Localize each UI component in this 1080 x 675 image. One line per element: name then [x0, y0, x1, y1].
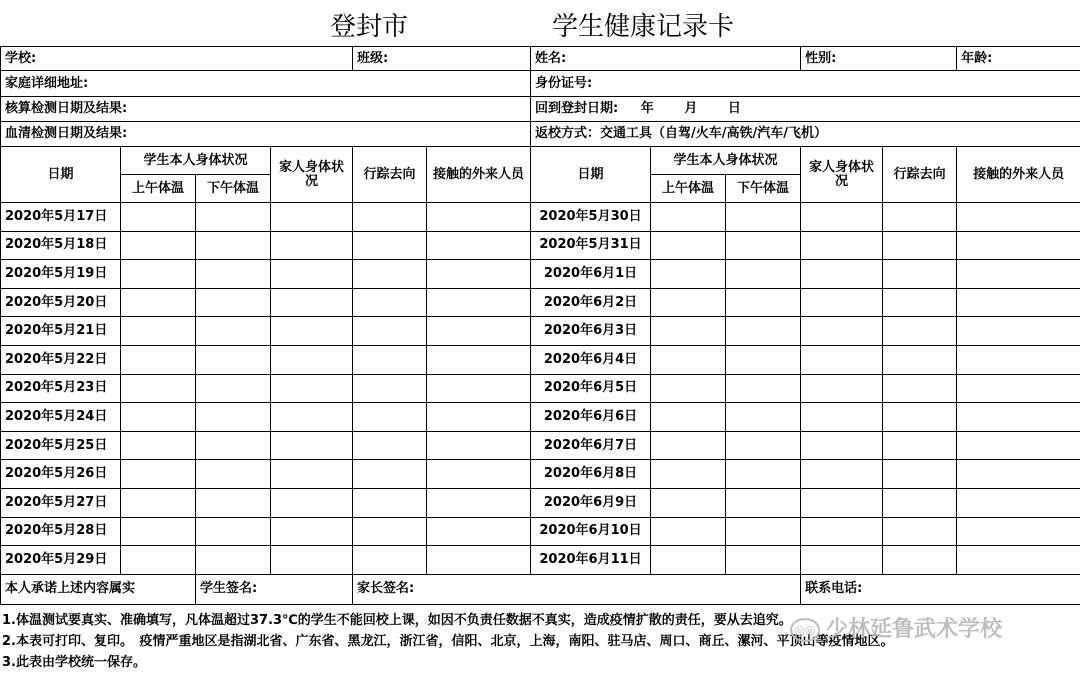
year-label: 年 — [640, 101, 654, 116]
whereabouts-cell[interactable] — [353, 317, 427, 346]
pledge-text: 本人承诺上述内容属实 — [1, 574, 196, 604]
am-temp-cell[interactable] — [121, 403, 196, 432]
am-temp-cell[interactable] — [651, 203, 726, 232]
date-cell-left: 2020年5月27日 — [1, 488, 121, 517]
table-row — [1, 517, 1080, 546]
am-temp-cell[interactable] — [121, 488, 196, 517]
whereabouts-cell[interactable] — [353, 231, 427, 260]
am-temp-cell[interactable] — [121, 203, 196, 232]
watermark — [790, 612, 1002, 643]
contacts-cell[interactable] — [957, 403, 1080, 432]
col-am-temp-right: 上午体温 — [651, 175, 726, 203]
date-cell-left: 2020年5月17日 — [1, 203, 121, 232]
col-contacts-right: 接触的外来人员 — [957, 147, 1080, 203]
class-field[interactable]: 班级: — [353, 47, 531, 71]
col-pm-temp-left: 下午体温 — [196, 175, 271, 203]
contacts-cell[interactable] — [957, 288, 1080, 317]
family-status-cell[interactable] — [271, 517, 353, 546]
pm-temp-cell[interactable] — [196, 431, 271, 460]
whereabouts-cell[interactable] — [353, 345, 427, 374]
col-am-temp-left: 上午体温 — [121, 175, 196, 203]
col-date-right: 日期 — [531, 147, 651, 203]
table-row — [1, 488, 1080, 517]
am-temp-cell[interactable] — [121, 431, 196, 460]
id-number-field[interactable]: 身份证号: — [531, 71, 1080, 97]
am-temp-cell[interactable] — [651, 345, 726, 374]
date-cell-right: 2020年6月8日 — [531, 460, 651, 489]
contacts-cell[interactable] — [427, 460, 531, 489]
date-cell-left: 2020年5月19日 — [1, 260, 121, 289]
pm-temp-cell[interactable] — [726, 374, 801, 403]
am-temp-cell[interactable] — [121, 546, 196, 575]
note-3: 3.此表由学校统一保存。 — [2, 655, 146, 670]
contacts-cell[interactable] — [957, 488, 1080, 517]
date-cell-left: 2020年5月20日 — [1, 288, 121, 317]
card-title: 学生健康记录卡 — [552, 12, 735, 42]
whereabouts-cell[interactable] — [883, 317, 957, 346]
pm-temp-cell[interactable] — [726, 431, 801, 460]
date-cell-left: 2020年5月28日 — [1, 517, 121, 546]
day-label: 日 — [727, 101, 741, 116]
contacts-cell[interactable] — [427, 546, 531, 575]
whereabouts-cell[interactable] — [883, 431, 957, 460]
whereabouts-cell[interactable] — [883, 260, 957, 289]
pm-temp-cell[interactable] — [196, 260, 271, 289]
table-row — [1, 260, 1080, 289]
contacts-cell[interactable] — [957, 546, 1080, 575]
col-whereabouts-right: 行踪去向 — [883, 147, 957, 203]
contacts-cell[interactable] — [957, 231, 1080, 260]
contacts-cell[interactable] — [427, 517, 531, 546]
contacts-cell[interactable] — [957, 517, 1080, 546]
contacts-cell[interactable] — [427, 288, 531, 317]
gender-field[interactable]: 性别: — [801, 47, 957, 71]
date-cell-left: 2020年5月23日 — [1, 374, 121, 403]
am-temp-cell[interactable] — [651, 431, 726, 460]
am-temp-cell[interactable] — [651, 460, 726, 489]
pm-temp-cell[interactable] — [726, 403, 801, 432]
am-temp-cell[interactable] — [121, 260, 196, 289]
pm-temp-cell[interactable] — [196, 203, 271, 232]
contacts-cell[interactable] — [427, 203, 531, 232]
date-cell-right: 2020年5月30日 — [531, 203, 651, 232]
date-cell-right: 2020年6月4日 — [531, 345, 651, 374]
am-temp-cell[interactable] — [121, 517, 196, 546]
name-field[interactable]: 姓名: — [531, 47, 801, 71]
wechat-icon: ◎◎ — [790, 618, 820, 642]
note-2: 2.本表可打印、复印。 疫情严重地区是指湖北省、广东省、黑龙江，浙江省，信阳、北京，上海，南阳、驻马店、周口、商丘、漯河、平顶山等疫情地区。 — [2, 634, 894, 649]
return-date-label: 回到登封日期: — [535, 101, 619, 116]
date-cell-right: 2020年5月31日 — [531, 231, 651, 260]
contacts-cell[interactable] — [427, 403, 531, 432]
pm-temp-cell[interactable] — [196, 231, 271, 260]
family-status-cell[interactable] — [271, 546, 353, 575]
page-header — [0, 0, 1080, 46]
pm-temp-cell[interactable] — [726, 546, 801, 575]
table-row — [1, 374, 1080, 403]
pm-temp-cell[interactable] — [196, 517, 271, 546]
date-rows — [1, 203, 1080, 575]
family-status-cell[interactable] — [271, 374, 353, 403]
am-temp-cell[interactable] — [121, 288, 196, 317]
whereabouts-cell[interactable] — [353, 488, 427, 517]
signature-row — [1, 574, 1080, 604]
family-status-cell[interactable] — [801, 345, 883, 374]
contacts-cell[interactable] — [427, 260, 531, 289]
am-temp-cell[interactable] — [651, 317, 726, 346]
family-status-cell[interactable] — [271, 488, 353, 517]
am-temp-cell[interactable] — [121, 317, 196, 346]
date-cell-right: 2020年6月11日 — [531, 546, 651, 575]
student-signature-field[interactable]: 学生签名: — [196, 574, 353, 604]
contacts-cell[interactable] — [427, 317, 531, 346]
whereabouts-cell[interactable] — [883, 546, 957, 575]
whereabouts-cell[interactable] — [883, 231, 957, 260]
pm-temp-cell[interactable] — [196, 460, 271, 489]
family-status-cell[interactable] — [271, 317, 353, 346]
contacts-cell[interactable] — [427, 488, 531, 517]
table-row — [1, 546, 1080, 575]
am-temp-cell[interactable] — [651, 517, 726, 546]
info-row-2 — [1, 71, 1080, 97]
pm-temp-cell[interactable] — [196, 488, 271, 517]
whereabouts-cell[interactable] — [883, 403, 957, 432]
family-status-cell[interactable] — [801, 431, 883, 460]
info-row-4 — [1, 122, 1080, 147]
table-row — [1, 460, 1080, 489]
whereabouts-cell[interactable] — [353, 460, 427, 489]
month-label: 月 — [684, 101, 698, 116]
column-header-row-1 — [1, 147, 1080, 175]
serum-test-field[interactable]: 血清检测日期及结果: — [1, 122, 531, 147]
date-cell-right: 2020年6月6日 — [531, 403, 651, 432]
am-temp-cell[interactable] — [651, 403, 726, 432]
family-status-cell[interactable] — [801, 403, 883, 432]
contacts-cell[interactable] — [957, 260, 1080, 289]
family-status-cell[interactable] — [801, 288, 883, 317]
whereabouts-cell[interactable] — [353, 403, 427, 432]
city-title: 登封市 — [330, 12, 409, 42]
date-cell-left: 2020年5月29日 — [1, 546, 121, 575]
pm-temp-cell[interactable] — [726, 203, 801, 232]
contacts-cell[interactable] — [957, 203, 1080, 232]
note-1: 1.体温测试要真实、准确填写，凡体温超过37.3℃的学生不能回校上课，如因不负责任数据不真实，造成疫情扩散的责任，要从去追究。 — [2, 613, 792, 628]
date-cell-right: 2020年6月3日 — [531, 317, 651, 346]
return-mode-field[interactable]: 返校方式：交通工具（自驾/火车/高铁/汽车/飞机） — [531, 122, 1080, 147]
family-status-cell[interactable] — [801, 517, 883, 546]
family-status-cell[interactable] — [801, 488, 883, 517]
date-cell-right: 2020年6月5日 — [531, 374, 651, 403]
date-cell-left: 2020年5月25日 — [1, 431, 121, 460]
table-row — [1, 288, 1080, 317]
whereabouts-cell[interactable] — [883, 288, 957, 317]
col-whereabouts-left: 行踪去向 — [353, 147, 427, 203]
school-field[interactable]: 学校: — [1, 47, 353, 71]
table-row — [1, 403, 1080, 432]
pm-temp-cell[interactable] — [726, 345, 801, 374]
family-status-cell[interactable] — [801, 546, 883, 575]
family-status-cell[interactable] — [271, 345, 353, 374]
table-row — [1, 203, 1080, 232]
table-row — [1, 431, 1080, 460]
col-family-status-left: 家人身体状况 — [271, 147, 353, 203]
info-row-3 — [1, 97, 1080, 122]
table-row — [1, 231, 1080, 260]
am-temp-cell[interactable] — [651, 488, 726, 517]
am-temp-cell[interactable] — [121, 345, 196, 374]
date-cell-right: 2020年6月7日 — [531, 431, 651, 460]
pm-temp-cell[interactable] — [726, 260, 801, 289]
am-temp-cell[interactable] — [651, 288, 726, 317]
whereabouts-cell[interactable] — [353, 374, 427, 403]
whereabouts-cell[interactable] — [353, 260, 427, 289]
whereabouts-cell[interactable] — [883, 203, 957, 232]
contacts-cell[interactable] — [957, 374, 1080, 403]
watermark-text: 少林延鲁武术学校 — [826, 617, 1003, 642]
pm-temp-cell[interactable] — [196, 288, 271, 317]
table-row — [1, 345, 1080, 374]
date-cell-left: 2020年5月21日 — [1, 317, 121, 346]
whereabouts-cell[interactable] — [353, 288, 427, 317]
nat-test-field[interactable]: 核算检测日期及结果: — [1, 97, 531, 122]
family-status-cell[interactable] — [271, 203, 353, 232]
whereabouts-cell[interactable] — [883, 488, 957, 517]
date-cell-left: 2020年5月24日 — [1, 403, 121, 432]
am-temp-cell[interactable] — [651, 260, 726, 289]
pm-temp-cell[interactable] — [196, 546, 271, 575]
whereabouts-cell[interactable] — [883, 460, 957, 489]
pm-temp-cell[interactable] — [726, 460, 801, 489]
family-status-cell[interactable] — [801, 460, 883, 489]
whereabouts-cell[interactable] — [353, 517, 427, 546]
am-temp-cell[interactable] — [651, 231, 726, 260]
health-record-table — [0, 46, 1080, 605]
whereabouts-cell[interactable] — [353, 546, 427, 575]
am-temp-cell[interactable] — [651, 374, 726, 403]
return-date-field[interactable] — [531, 97, 1080, 122]
phone-field[interactable]: 联系电话: — [801, 574, 1080, 604]
contacts-cell[interactable] — [427, 231, 531, 260]
parent-signature-field[interactable]: 家长签名: — [353, 574, 801, 604]
date-cell-right: 2020年6月9日 — [531, 488, 651, 517]
col-date-left: 日期 — [1, 147, 121, 203]
am-temp-cell[interactable] — [121, 231, 196, 260]
whereabouts-cell[interactable] — [883, 517, 957, 546]
age-field[interactable]: 年龄: — [957, 47, 1080, 71]
date-cell-right: 2020年6月1日 — [531, 260, 651, 289]
info-row-1 — [1, 47, 1080, 71]
family-status-cell[interactable] — [801, 374, 883, 403]
family-status-cell[interactable] — [271, 260, 353, 289]
date-cell-right: 2020年6月10日 — [531, 517, 651, 546]
whereabouts-cell[interactable] — [883, 374, 957, 403]
pm-temp-cell[interactable] — [726, 288, 801, 317]
date-cell-left: 2020年5月26日 — [1, 460, 121, 489]
pm-temp-cell[interactable] — [726, 517, 801, 546]
date-cell-right: 2020年6月2日 — [531, 288, 651, 317]
contacts-cell[interactable] — [427, 374, 531, 403]
family-status-cell[interactable] — [271, 431, 353, 460]
col-family-status-right: 家人身体状况 — [801, 147, 883, 203]
family-status-cell[interactable] — [271, 288, 353, 317]
table-row — [1, 317, 1080, 346]
family-status-cell[interactable] — [801, 317, 883, 346]
pm-temp-cell[interactable] — [196, 403, 271, 432]
date-cell-left: 2020年5月18日 — [1, 231, 121, 260]
whereabouts-cell[interactable] — [883, 345, 957, 374]
family-status-cell[interactable] — [801, 231, 883, 260]
contacts-cell[interactable] — [957, 431, 1080, 460]
whereabouts-cell[interactable] — [353, 431, 427, 460]
family-status-cell[interactable] — [801, 260, 883, 289]
am-temp-cell[interactable] — [121, 374, 196, 403]
family-status-cell[interactable] — [271, 231, 353, 260]
pm-temp-cell[interactable] — [726, 317, 801, 346]
col-student-status-left: 学生本人身体状况 — [121, 147, 271, 175]
family-status-cell[interactable] — [271, 403, 353, 432]
col-contacts-left: 接触的外来人员 — [427, 147, 531, 203]
pm-temp-cell[interactable] — [196, 374, 271, 403]
pm-temp-cell[interactable] — [196, 345, 271, 374]
pm-temp-cell[interactable] — [726, 488, 801, 517]
contacts-cell[interactable] — [957, 460, 1080, 489]
contacts-cell[interactable] — [957, 317, 1080, 346]
date-cell-left: 2020年5月22日 — [1, 345, 121, 374]
contacts-cell[interactable] — [427, 431, 531, 460]
pm-temp-cell[interactable] — [726, 231, 801, 260]
col-student-status-right: 学生本人身体状况 — [651, 147, 801, 175]
col-pm-temp-right: 下午体温 — [726, 175, 801, 203]
pm-temp-cell[interactable] — [196, 317, 271, 346]
contacts-cell[interactable] — [957, 345, 1080, 374]
family-status-cell[interactable] — [801, 203, 883, 232]
am-temp-cell[interactable] — [651, 546, 726, 575]
am-temp-cell[interactable] — [121, 460, 196, 489]
contacts-cell[interactable] — [427, 345, 531, 374]
family-status-cell[interactable] — [271, 460, 353, 489]
address-field[interactable]: 家庭详细地址: — [1, 71, 531, 97]
whereabouts-cell[interactable] — [353, 203, 427, 232]
